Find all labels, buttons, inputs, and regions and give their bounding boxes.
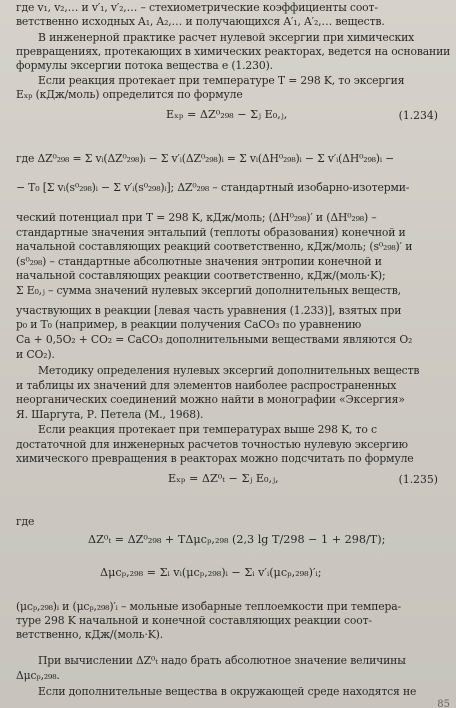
text-line: Если дополнительные вещества в окружающей среде находятся не (38, 685, 417, 698)
page-number: 85 (437, 699, 450, 708)
text-line: ветственно исходных A₁, A₂,… и получающихся A′₁, A′₂,… веществ. (16, 15, 385, 28)
text-line: туре 298 K начальной и конечной составляющих реакции соот- (16, 614, 372, 627)
text-line: ческий потенциал при T = 298 K, кДж/моль; (ΔH⁰₂₉₈)′ и (ΔH⁰₂₉₈) – (16, 211, 377, 224)
text-line: ветственно, кДж/(моль·K). (16, 628, 164, 641)
equation-number: (1.235) (398, 473, 438, 486)
text-line: где ΔZ⁰₂₉₈ = Σ vᵢ(ΔZ⁰₂₉₈)ᵢ − Σ v′ᵢ(ΔZ⁰₂₉₈)ᵢ = Σ vᵢ(ΔH⁰₂₉₈)ᵢ − Σ v′ᵢ(ΔH⁰₂₉₈)ᵢ − (16, 152, 395, 165)
text-line: (μcₚ,₂₉₈)ᵢ и (μcₚ,₂₉₈)′ᵢ – мольные изобарные теплоемкости при темпера- (16, 600, 402, 613)
text-line: При вычислении ΔZ⁰ₜ надо брать абсолютное значение величины (38, 654, 406, 667)
text-line: Eₓₚ (кДж/моль) определится по формуле (16, 88, 243, 101)
equation-1235: Eₓₚ = ΔZ⁰ₜ − Σⱼ E₀,ⱼ, (168, 472, 279, 485)
text-line: превращениях, протекающих в химических реакторах, ведется на основании (16, 45, 451, 58)
text-line: где v₁, v₂,… и v′₁, v′₂,… – стехиометрические коэффициенты соот- (16, 1, 378, 14)
text-line: Σ E₀,ⱼ – сумма значений нулевых эксергий дополнительных веществ, (16, 284, 401, 297)
equation-1234: Eₓₚ = ΔZ⁰₂₉₈ − Σⱼ E₀,ⱼ, (166, 108, 288, 121)
equation-delta-z: ΔZ⁰ₜ = ΔZ⁰₂₉₈ + TΔμcₚ,₂₉₈ (2,3 lg T/298 − 1 + 298/T); (88, 533, 386, 546)
text-line: (s⁰₂₉₈) – стандартные абсолютные значения энтропии конечной и (16, 255, 382, 268)
text-line: Методику определения нулевых эксергий дополнительных веществ (38, 364, 420, 377)
text-line: Если реакция протекает при температурах выше 298 K, то с (38, 423, 377, 436)
text-line: и CO₂). (16, 348, 55, 361)
text-line: Если реакция протекает при температуре T = 298 K, то эксергия (38, 74, 405, 87)
text-line: неорганических соединений можно найти в монографии «Эксергия» (16, 393, 405, 406)
text-line: формулы эксергии потока вещества e (1.230). (16, 59, 273, 72)
equation-number: (1.234) (398, 109, 438, 122)
text-line: начальной составляющих реакции соответственно, кДж/(моль·K); (16, 269, 386, 282)
text-line: где (16, 515, 35, 528)
text-line: Ca + 0,5O₂ + CO₂ = CaCO₃ дополнительными веществами являются O₂ (16, 333, 413, 346)
text-line: достаточной для инженерных расчетов точностью нулевую эксергию (16, 438, 408, 451)
text-line: химического превращения в реакторах можно подсчитать по формуле (16, 452, 414, 465)
text-line: p₀ и T₀ (например, в реакции получения CaCO₃ по уравнению (16, 318, 362, 331)
text-line: стандартные значения энтальпий (теплоты образования) конечной и (16, 226, 406, 239)
equation-delta-mu: Δμcₚ,₂₉₈ = Σᵢ vᵢ(μcₚ,₂₉₈)ᵢ − Σᵢ v′ᵢ(μcₚ,₂₉₈)′ᵢ; (100, 566, 322, 579)
text-line: начальной составляющих реакций соответственно, кДж/моль; (s⁰₂₉₈)′ и (16, 240, 413, 253)
text-line: − T₀ [Σ vᵢ(s⁰₂₉₈)ᵢ − Σ v′ᵢ(s⁰₂₉₈)ᵢ]; ΔZ⁰₂₉₈ – стандартный изобарно-изотерми- (16, 181, 410, 194)
text-line: и таблицы их значений для элементов наиболее распространенных (16, 379, 397, 392)
text-line: Я. Шаргута, Р. Петела (М., 1968). (16, 408, 204, 421)
text-line: В инженерной практике расчет нулевой эксергии при химических (38, 31, 415, 44)
text-line: участвующих в реакции [левая часть уравнения (1.233)], взятых при (16, 304, 402, 317)
text-line: Δμcₚ,₂₉₈. (16, 669, 60, 682)
